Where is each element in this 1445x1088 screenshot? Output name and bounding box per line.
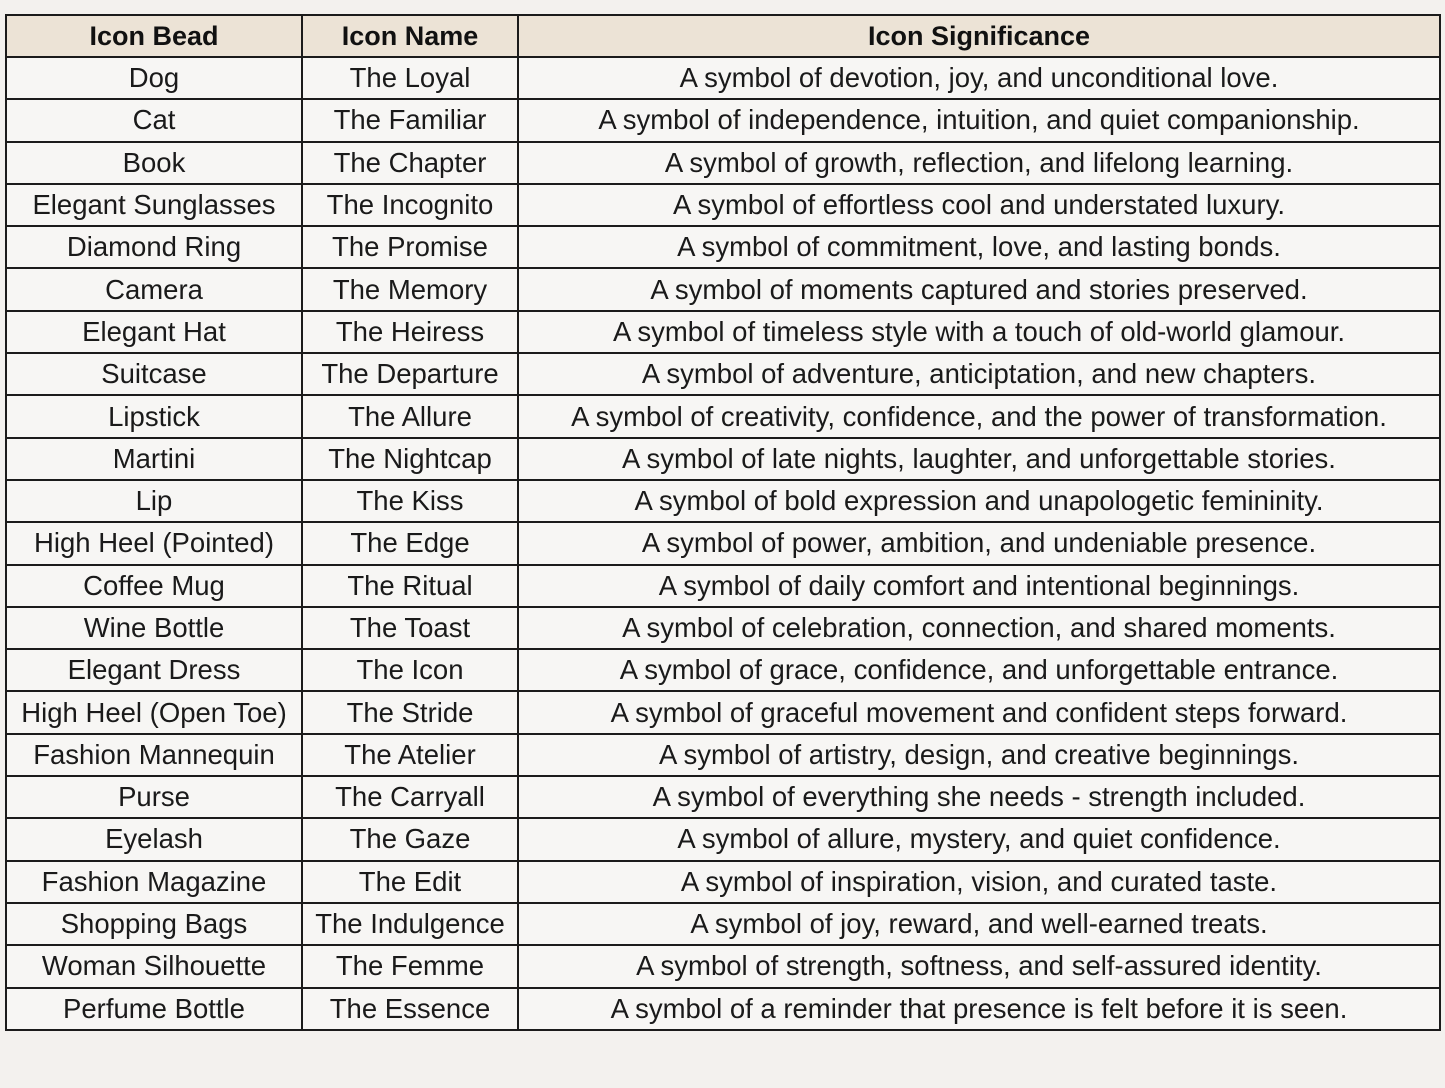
header-icon-bead: Icon Bead [6,15,302,57]
cell-icon-bead: Purse [6,776,302,818]
cell-icon-significance: A symbol of adventure, anticiptation, and new chapters. [518,353,1440,395]
cell-icon-name: The Nightcap [302,438,518,480]
table-row [6,776,1440,818]
cell-icon-name: The Familiar [302,99,518,141]
cell-icon-significance: A symbol of independence, intuition, and quiet companionship. [518,99,1440,141]
cell-icon-name: The Icon [302,649,518,691]
cell-icon-bead: Eyelash [6,818,302,860]
cell-icon-significance: A symbol of growth, reflection, and lifelong learning. [518,142,1440,184]
table-row [6,226,1440,268]
cell-icon-bead: Fashion Magazine [6,861,302,903]
table-row [6,945,1440,987]
cell-icon-significance: A symbol of artistry, design, and creative beginnings. [518,734,1440,776]
cell-icon-name: The Kiss [302,480,518,522]
table-row [6,99,1440,141]
cell-icon-bead: Elegant Sunglasses [6,184,302,226]
cell-icon-significance: A symbol of grace, confidence, and unforgettable entrance. [518,649,1440,691]
cell-icon-name: The Allure [302,395,518,437]
cell-icon-name: The Loyal [302,57,518,99]
cell-icon-name: The Edge [302,522,518,564]
cell-icon-significance: A symbol of celebration, connection, and shared moments. [518,607,1440,649]
cell-icon-name: The Departure [302,353,518,395]
table-row [6,649,1440,691]
cell-icon-bead: Wine Bottle [6,607,302,649]
cell-icon-name: The Edit [302,861,518,903]
cell-icon-name: The Atelier [302,734,518,776]
cell-icon-bead: Shopping Bags [6,903,302,945]
cell-icon-significance: A symbol of strength, softness, and self-assured identity. [518,945,1440,987]
table-row [6,903,1440,945]
cell-icon-significance: A symbol of power, ambition, and undeniable presence. [518,522,1440,564]
cell-icon-significance: A symbol of timeless style with a touch of old-world glamour. [518,311,1440,353]
cell-icon-bead: Fashion Mannequin [6,734,302,776]
table-row [6,522,1440,564]
cell-icon-bead: Perfume Bottle [6,988,302,1030]
header-icon-name: Icon Name [302,15,518,57]
cell-icon-name: The Carryall [302,776,518,818]
cell-icon-name: The Stride [302,691,518,733]
table-row [6,142,1440,184]
table-row [6,861,1440,903]
cell-icon-bead: Elegant Hat [6,311,302,353]
cell-icon-name: The Chapter [302,142,518,184]
table-row [6,353,1440,395]
table-row [6,57,1440,99]
cell-icon-name: The Ritual [302,565,518,607]
table-row [6,988,1440,1030]
cell-icon-significance: A symbol of late nights, laughter, and unforgettable stories. [518,438,1440,480]
table-row [6,311,1440,353]
cell-icon-bead: Diamond Ring [6,226,302,268]
table-row [6,691,1440,733]
table-row [6,818,1440,860]
cell-icon-name: The Femme [302,945,518,987]
table-container [5,14,1439,1031]
cell-icon-bead: Coffee Mug [6,565,302,607]
cell-icon-bead: Martini [6,438,302,480]
cell-icon-significance: A symbol of joy, reward, and well-earned treats. [518,903,1440,945]
cell-icon-bead: High Heel (Pointed) [6,522,302,564]
cell-icon-bead: Camera [6,268,302,310]
cell-icon-bead: Elegant Dress [6,649,302,691]
table-row [6,565,1440,607]
cell-icon-significance: A symbol of allure, mystery, and quiet confidence. [518,818,1440,860]
cell-icon-significance: A symbol of a reminder that presence is felt before it is seen. [518,988,1440,1030]
cell-icon-bead: Book [6,142,302,184]
cell-icon-name: The Heiress [302,311,518,353]
cell-icon-significance: A symbol of devotion, joy, and unconditional love. [518,57,1440,99]
header-row [6,15,1440,57]
cell-icon-bead: Dog [6,57,302,99]
cell-icon-significance: A symbol of daily comfort and intentional beginnings. [518,565,1440,607]
cell-icon-name: The Memory [302,268,518,310]
cell-icon-bead: Woman Silhouette [6,945,302,987]
cell-icon-name: The Gaze [302,818,518,860]
cell-icon-significance: A symbol of creativity, confidence, and the power of transformation. [518,395,1440,437]
cell-icon-significance: A symbol of everything she needs - strength included. [518,776,1440,818]
cell-icon-significance: A symbol of effortless cool and understated luxury. [518,184,1440,226]
cell-icon-significance: A symbol of moments captured and stories preserved. [518,268,1440,310]
cell-icon-bead: Lip [6,480,302,522]
cell-icon-bead: Suitcase [6,353,302,395]
header-icon-significance: Icon Significance [518,15,1440,57]
table-row [6,480,1440,522]
cell-icon-significance: A symbol of graceful movement and confident steps forward. [518,691,1440,733]
cell-icon-bead: Cat [6,99,302,141]
table-row [6,438,1440,480]
cell-icon-name: The Promise [302,226,518,268]
table-body [6,57,1440,1030]
cell-icon-significance: A symbol of commitment, love, and lasting bonds. [518,226,1440,268]
cell-icon-bead: Lipstick [6,395,302,437]
table-row [6,395,1440,437]
cell-icon-name: The Toast [302,607,518,649]
cell-icon-bead: High Heel (Open Toe) [6,691,302,733]
cell-icon-significance: A symbol of bold expression and unapologetic femininity. [518,480,1440,522]
cell-icon-significance: A symbol of inspiration, vision, and curated taste. [518,861,1440,903]
icon-bead-table [5,14,1441,1031]
table-row [6,734,1440,776]
table-row [6,184,1440,226]
cell-icon-name: The Incognito [302,184,518,226]
cell-icon-name: The Essence [302,988,518,1030]
cell-icon-name: The Indulgence [302,903,518,945]
table-row [6,268,1440,310]
table-row [6,607,1440,649]
